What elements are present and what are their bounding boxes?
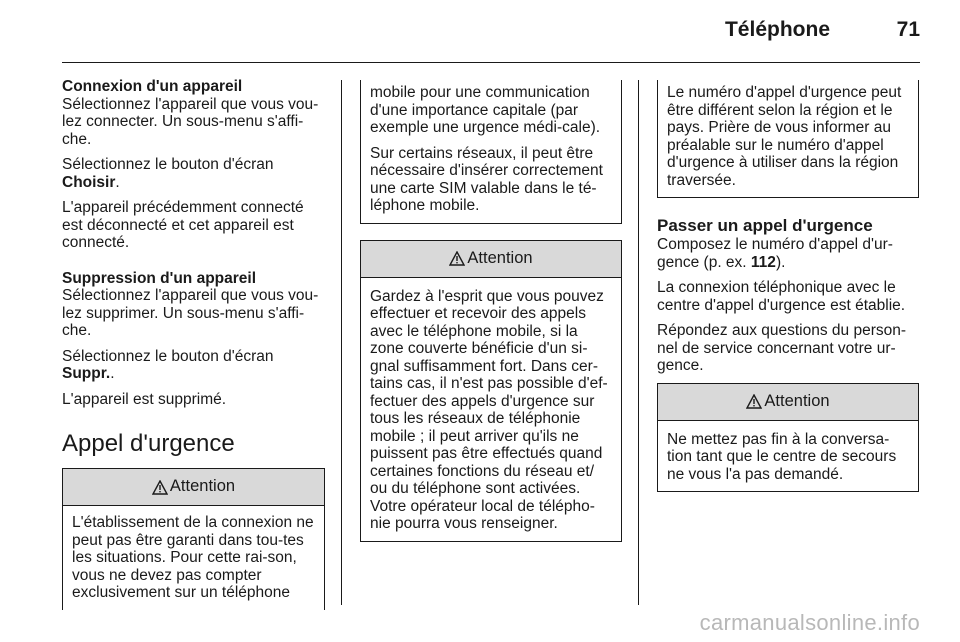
column-1 [62, 78, 325, 618]
call-p1-suffix: ). [775, 253, 786, 271]
attention-text-1: L'établissement de la connexion ne peut pas être garanti dans tou-tes les situations. Pour cette rai-son, vous ne devez pas compter exclusivement sur un téléphone [72, 514, 314, 601]
attention-text-2: Gardez à l'esprit que vous pouvez effectuer et recevoir des appels avec le téléphone mobile, si la zone couverte bénéficie d'un si-gnal suffisamment fort. Dans cer-tains cas, il n'est pas possible d'ef-fectuer des appels d'urgence sur tous les réseaux de téléphonie mobile ; il peut arriver qu'ils ne puissent pas être effectués quand certaines fonctions du réseau et/ ou du téléphone sont activées. Votre opérateur local de télépho-nie pourra vous renseigner. [370, 287, 608, 532]
attention-text-3: Ne mettez pas fin à la conversa-tion tant que le centre de secours ne vous l'a pas demandé. [667, 430, 897, 483]
attention-continued-p2: Sur certains réseaux, il peut être nécessaire d'insérer correctement une carte SIM valable dans le té-léphone mobile. [370, 144, 603, 214]
choose-button-label: Choisir [62, 173, 116, 191]
connect-heading: Connexion d'un appareil [62, 78, 243, 95]
connect-paragraph-3: L'appareil précédemment connecté est déconnecté et cet appareil est connecté. [62, 199, 304, 251]
column-divider-2 [638, 80, 639, 605]
header-title: Téléphone [724, 18, 830, 41]
attention-box-1-continued [360, 80, 622, 224]
attention-continued-p1: mobile pour une communication d'une importance capitale (par exemple une urgence médi-cale). [370, 84, 601, 136]
column-2 [360, 80, 622, 550]
attention-label-3: Attention [764, 391, 830, 410]
call-paragraph-3: Répondez aux questions du person-nel de service concernant votre ur-gence. [657, 322, 907, 374]
delete-heading: Suppression d'un appareil [62, 269, 257, 287]
attention-header-1 [63, 469, 324, 506]
attention-label-2: Attention [467, 248, 533, 267]
call-paragraph-1 [657, 236, 919, 271]
emergency-number-note: Le numéro d'appel d'urgence peut être différent selon la région et le pays. Prière de vous informer au préalable sur le numéro d'appel d'urgence à utiliser dans la région traversée. [667, 84, 902, 189]
delete-p2-text: Sélectionnez le bouton d'écran [62, 347, 274, 365]
delete-paragraph-2: Sélectionnez le bouton d'écran Suppr.. [62, 347, 274, 382]
warning-triangle-icon [152, 480, 168, 495]
call-heading: Passer un appel d'urgence [657, 216, 873, 235]
delete-button-label: Suppr. [62, 365, 111, 382]
attention-box-2 [360, 240, 622, 542]
attention-box-3 [657, 383, 919, 493]
connect-paragraph-2: Sélectionnez le bouton d'écran Choisir. [62, 156, 274, 191]
call-paragraph-2: La connexion téléphonique avec le centre d'appel d'urgence est établie. [657, 279, 906, 314]
column-divider-1 [341, 80, 342, 605]
column-3 [657, 80, 919, 500]
attention-header-3 [658, 384, 918, 421]
call-p1-text: Composez le numéro d'appel d'ur-gence (p. ex. [657, 236, 893, 271]
connect-p2-text: Sélectionnez le bouton d'écran [62, 156, 274, 173]
delete-paragraph-3: L'appareil est supprimé. [62, 390, 227, 408]
delete-paragraph-1: Sélectionnez l'appareil que vous vou-lez supprimer. Un sous-menu s'affi-che. [62, 287, 319, 339]
attention-box-continued-col3 [657, 80, 919, 198]
attention-box-1 [62, 468, 325, 610]
emergency-number: 112 [750, 253, 776, 271]
attention-label-1: Attention [169, 477, 236, 496]
watermark: carmanualsonline.info [699, 610, 920, 635]
page-number: 71 [896, 18, 920, 41]
connect-paragraph-1: Sélectionnez l'appareil que vous vou-lez connecter. Un sous-menu s'affi-che. [62, 95, 319, 148]
header-rule [62, 62, 920, 63]
warning-triangle-icon [449, 251, 465, 266]
attention-header-2 [361, 241, 621, 278]
section-title-emergency: Appel d'urgence [62, 430, 235, 457]
warning-triangle-icon [746, 394, 762, 409]
